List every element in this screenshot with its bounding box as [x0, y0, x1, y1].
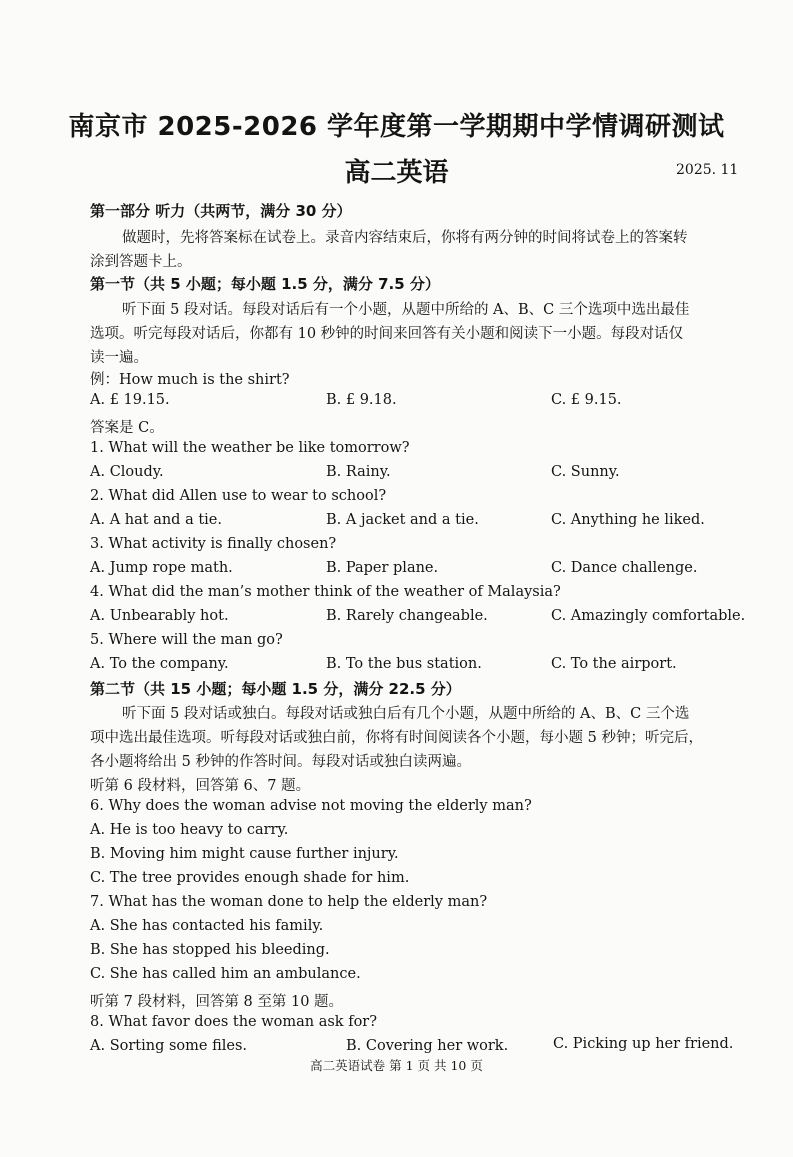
question-2-option-b: B. A jacket and a tie. [326, 512, 479, 528]
example-answer: 答案是 C。 [90, 420, 164, 436]
section2-instructions-3: 各小题将给出 5 秒钟的作答时间。每段对话或独白读两遍。 [90, 754, 471, 770]
exam-date: 2025. 11 [676, 162, 739, 178]
question-7-option-a: A. She has contacted his family. [90, 918, 324, 934]
material-6-label: 听第 6 段材料，回答第 6、7 题。 [90, 778, 311, 794]
section1-instructions-1: 听下面 5 段对话。每段对话后有一个小题，从题中所给的 A、B、C 三个选项中选出最佳 [122, 302, 690, 318]
question-1-option-b: B. Rainy. [326, 464, 391, 480]
section1-instructions-3: 读一遍。 [90, 350, 148, 366]
question-6: 6. Why does the woman advise not moving the elderly man? [90, 798, 532, 814]
material-7-label: 听第 7 段材料，回答第 8 至第 10 题。 [90, 994, 344, 1010]
question-5-option-a: A. To the company. [90, 656, 229, 672]
part1-heading: 第一部分 听力（共两节，满分 30 分） [90, 202, 352, 220]
example-option-a: A. £ 19.15. [90, 392, 170, 408]
question-8-option-b: B. Covering her work. [346, 1038, 509, 1054]
question-6-option-b: B. Moving him might cause further injury. [90, 846, 399, 862]
question-3: 3. What activity is finally chosen? [90, 536, 337, 552]
question-7: 7. What has the woman done to help the elderly man? [90, 894, 488, 910]
question-4-option-b: B. Rarely changeable. [326, 608, 488, 624]
part1-instructions-1: 做题时，先将答案标在试卷上。录音内容结束后，你将有两分钟的时间将试卷上的答案转 [122, 230, 688, 246]
page-footer: 高二英语试卷 第 1 页 共 10 页 [310, 1058, 483, 1073]
section1-instructions-2: 选项。听完每段对话后，你都有 10 秒钟的时间来回答有关小题和阅读下一小题。每段对话仅 [90, 326, 684, 342]
section1-heading: 第一节（共 5 小题；每小题 1.5 分，满分 7.5 分） [90, 275, 440, 293]
question-4-option-a: A. Unbearably hot. [90, 608, 229, 624]
section2-instructions-1: 听下面 5 段对话或独白。每段对话或独白后有几个小题，从题中所给的 A、B、C 三个选 [122, 706, 690, 722]
section2-heading: 第二节（共 15 小题；每小题 1.5 分，满分 22.5 分） [90, 680, 461, 698]
question-1: 1. What will the weather be like tomorrow? [90, 440, 410, 456]
question-5: 5. Where will the man go? [90, 632, 283, 648]
question-6-option-a: A. He is too heavy to carry. [90, 822, 289, 838]
question-8-option-a: A. Sorting some files. [90, 1038, 248, 1054]
question-1-option-a: A. Cloudy. [90, 464, 164, 480]
question-3-option-c: C. Dance challenge. [551, 560, 698, 576]
question-3-option-b: B. Paper plane. [326, 560, 439, 576]
question-6-option-c: C. The tree provides enough shade for him. [90, 870, 410, 886]
example-question: 例：How much is the shirt? [90, 372, 290, 388]
example-option-c: C. £ 9.15. [551, 392, 622, 408]
section2-instructions-2: 项中选出最佳选项。听每段对话或独白前，你将有时间阅读各个小题，每小题 5 秒钟；听完后， [90, 730, 703, 746]
example-option-b: B. £ 9.18. [326, 392, 397, 408]
page-title: 南京市 2025-2026 学年度第一学期期中学情调研测试 [68, 112, 725, 142]
question-1-option-c: C. Sunny. [551, 464, 620, 480]
question-3-option-a: A. Jump rope math. [90, 560, 233, 576]
question-5-option-c: C. To the airport. [551, 656, 677, 672]
question-2: 2. What did Allen use to wear to school? [90, 488, 387, 504]
question-5-option-b: B. To the bus station. [326, 656, 482, 672]
question-4-option-c: C. Amazingly comfortable. [551, 608, 746, 624]
page-subtitle: 高二英语 [344, 158, 449, 188]
question-2-option-a: A. A hat and a tie. [90, 512, 222, 528]
question-7-option-b: B. She has stopped his bleeding. [90, 942, 330, 958]
question-4: 4. What did the man’s mother think of the weather of Malaysia? [90, 584, 561, 600]
question-8: 8. What favor does the woman ask for? [90, 1014, 378, 1030]
question-8-option-c: C. Picking up her friend. [553, 1036, 734, 1052]
question-2-option-c: C. Anything he liked. [551, 512, 705, 528]
question-7-option-c: C. She has called him an ambulance. [90, 966, 361, 982]
part1-instructions-2: 涂到答题卡上。 [90, 254, 192, 270]
